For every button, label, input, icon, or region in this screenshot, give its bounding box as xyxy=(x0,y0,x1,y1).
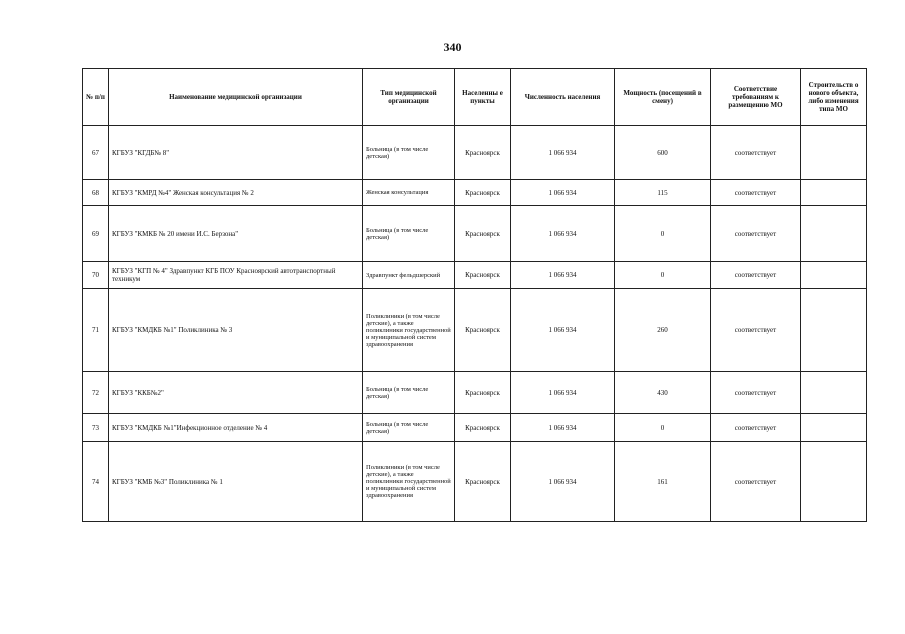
cell-compliance: соответствует xyxy=(711,262,801,289)
cell-capacity: 0 xyxy=(615,206,711,262)
table-row xyxy=(83,262,867,289)
cell-capacity: 0 xyxy=(615,262,711,289)
cell-population: 1 066 934 xyxy=(511,206,615,262)
cell-population: 1 066 934 xyxy=(511,180,615,206)
cell-settlement: Красноярск xyxy=(455,372,511,414)
cell-construction xyxy=(801,442,867,522)
header-population: Численность населения xyxy=(511,69,615,126)
cell-compliance: соответствует xyxy=(711,414,801,442)
cell-name: КГБУЗ "КМРД №4" Женская консультация № 2 xyxy=(109,180,363,206)
cell-type: Больница (в том числе детская) xyxy=(363,414,455,442)
cell-num: 69 xyxy=(83,206,109,262)
table-row xyxy=(83,289,867,372)
cell-population: 1 066 934 xyxy=(511,262,615,289)
header-settlements: Населенны е пункты xyxy=(455,69,511,126)
cell-construction xyxy=(801,414,867,442)
cell-name: КГБУЗ "КМДКБ №1"Инфекционное отделение № 4 xyxy=(109,414,363,442)
cell-type: Больница (в том числе детская) xyxy=(363,372,455,414)
cell-settlement: Красноярск xyxy=(455,206,511,262)
cell-type: Поликлиники (в том числе детские), а также поликлиники государственной и муниципальной систем здравоохранения xyxy=(363,442,455,522)
header-type: Тип медицинской организации xyxy=(363,69,455,126)
table-row xyxy=(83,414,867,442)
cell-construction xyxy=(801,206,867,262)
header-construction: Строительств о нового объекта, либо изменения типа МО xyxy=(801,69,867,126)
table-row xyxy=(83,442,867,522)
cell-type: Больница (в том числе детская) xyxy=(363,206,455,262)
table-row xyxy=(83,372,867,414)
table-row xyxy=(83,180,867,206)
page-number: 340 xyxy=(443,40,462,54)
cell-capacity: 600 xyxy=(615,126,711,180)
header-name: Наименование медицинской организации xyxy=(109,69,363,126)
cell-compliance: соответствует xyxy=(711,206,801,262)
cell-capacity: 430 xyxy=(615,372,711,414)
cell-construction xyxy=(801,180,867,206)
cell-compliance: соответствует xyxy=(711,442,801,522)
cell-population: 1 066 934 xyxy=(511,126,615,180)
cell-construction xyxy=(801,289,867,372)
cell-num: 72 xyxy=(83,372,109,414)
cell-capacity: 161 xyxy=(615,442,711,522)
cell-compliance: соответствует xyxy=(711,289,801,372)
cell-compliance: соответствует xyxy=(711,372,801,414)
cell-name: КГБУЗ "КГДБ№ 8" xyxy=(109,126,363,180)
cell-construction xyxy=(801,262,867,289)
medical-organizations-table xyxy=(82,68,867,522)
header-compliance: Соответствие требованиям к размещению МО xyxy=(711,69,801,126)
table-row xyxy=(83,206,867,262)
cell-population: 1 066 934 xyxy=(511,414,615,442)
cell-compliance: соответствует xyxy=(711,126,801,180)
cell-num: 74 xyxy=(83,442,109,522)
cell-construction xyxy=(801,372,867,414)
cell-name: КГБУЗ "КМДКБ №1" Поликлиника № 3 xyxy=(109,289,363,372)
cell-population: 1 066 934 xyxy=(511,289,615,372)
cell-settlement: Красноярск xyxy=(455,126,511,180)
table-row xyxy=(83,126,867,180)
cell-type: Здравпункт фельдшерский xyxy=(363,262,455,289)
cell-settlement: Красноярск xyxy=(455,262,511,289)
cell-num: 73 xyxy=(83,414,109,442)
cell-num: 71 xyxy=(83,289,109,372)
cell-capacity: 115 xyxy=(615,180,711,206)
cell-settlement: Красноярск xyxy=(455,414,511,442)
cell-settlement: Красноярск xyxy=(455,289,511,372)
cell-name: КГБУЗ "КМБ №3" Поликлиника № 1 xyxy=(109,442,363,522)
cell-name: КГБУЗ "КГП № 4" Здравпункт КГБ ПОУ Красноярский автотранспортный техникум xyxy=(109,262,363,289)
cell-population: 1 066 934 xyxy=(511,442,615,522)
cell-compliance: соответствует xyxy=(711,180,801,206)
table-header-row xyxy=(83,69,867,126)
cell-num: 70 xyxy=(83,262,109,289)
cell-type: Женская консультация xyxy=(363,180,455,206)
cell-type: Поликлиники (в том числе детские), а также поликлиники государственной и муниципальной систем здравоохранения xyxy=(363,289,455,372)
cell-name: КГБУЗ "КМКБ № 20 имени И.С. Берзона" xyxy=(109,206,363,262)
cell-num: 67 xyxy=(83,126,109,180)
cell-num: 68 xyxy=(83,180,109,206)
cell-capacity: 260 xyxy=(615,289,711,372)
cell-name: КГБУЗ "ККБ№2" xyxy=(109,372,363,414)
cell-settlement: Красноярск xyxy=(455,442,511,522)
cell-population: 1 066 934 xyxy=(511,372,615,414)
cell-capacity: 0 xyxy=(615,414,711,442)
cell-settlement: Красноярск xyxy=(455,180,511,206)
cell-construction xyxy=(801,126,867,180)
header-num: № п/п xyxy=(83,69,109,126)
header-capacity: Мощность (посещений в смену) xyxy=(615,69,711,126)
cell-type: Больница (в том числе детская) xyxy=(363,126,455,180)
